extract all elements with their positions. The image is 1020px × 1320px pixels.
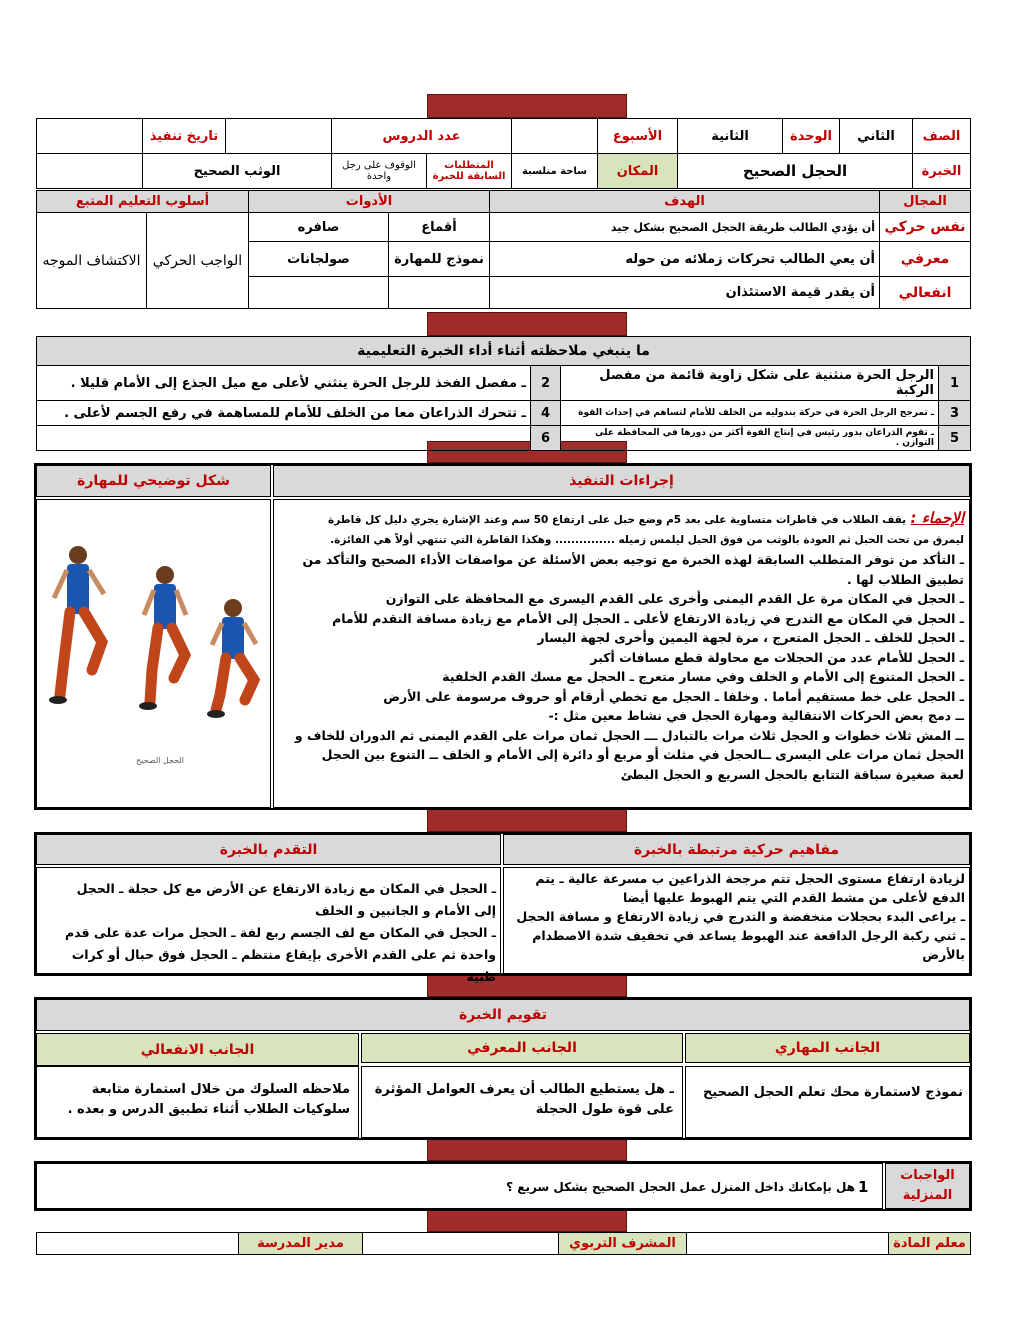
obs-text: ـ تمرجح الرجل الحرة في حركة بندوليه من الخلف للأمام لتساهم في إحداث القوة (561, 401, 939, 426)
procedure-line: ـ الحجل على خط مستقيم أماما . وخلفا ـ الحجل مع تخطي أرقام أو حروف مرسومة على الأرض (383, 688, 964, 704)
divider-bar (427, 808, 627, 832)
concept-line: لزيادة ارتفاع مستوى الحجل تتم مرجحة الذراعين ب مسرعة عالية ـ يتم (535, 871, 965, 886)
tool-batons: صولجانات (249, 242, 389, 277)
affective-aspect-text: ملاحظه السلوك من خلال استمارة متابعة سلوكيات الطلاب أثناء تطبيق الدرس و بعده . (67, 1082, 350, 1117)
cognitive-aspect-label: الجانب المعرفي (361, 1033, 683, 1063)
obs-number: 2 (531, 366, 561, 401)
concepts-text (508, 869, 965, 964)
progress-line: ـ الحجل في المكان مع زيادة الارتفاع عن الأرض مع كل حجلة ـ الحجل (76, 881, 496, 896)
domain-psychomotor: نفس حركي (880, 213, 971, 242)
style-guided-discovery: الاكتشاف الموجه (37, 213, 147, 309)
procedure-line: ـ الحجل للأمام عدد من الحجلات مع محاولة قطع مسافات أكبر (590, 649, 964, 665)
evaluation-title: تقويم الخبرة (36, 999, 970, 1031)
experience-value: الحجل الصحيح (678, 154, 913, 189)
tool-whistle: صافره (249, 213, 389, 242)
progress-title: التقدم بالخبرة (36, 834, 501, 865)
lesson-header-table (36, 118, 971, 189)
goal-header: الهدف (490, 191, 880, 213)
homework-label: الواجبات المنزلية (900, 1168, 955, 1203)
class-label: الصف (913, 119, 971, 154)
domain-header: المجال (880, 191, 971, 213)
procedure-line: ــ المش ثلاث خطوات و الحجل ثلاث مرات بالتبادل ـــ الحجل ثمان مرات على القدم اليمنى ثم الدوران للخاف و (294, 727, 964, 743)
week-label: الأسبوع (598, 119, 678, 154)
obs-text: ـ مفصل الفخذ للرجل الحرة ينثني لأعلى مع ميل الجذع إلى الأمام قليلا . (37, 366, 531, 401)
principal-label: مدير المدرسة (239, 1233, 363, 1255)
cognitive-aspect-text: ـ هل يستطيع الطالب أن يعرف العوامل المؤثرة على قوة طول الحجلة (374, 1082, 674, 1117)
obs-text: الرجل الحرة منثنية على شكل زاوية قائمة من مفصل الركبة (561, 366, 939, 401)
prereq-label: المتطلبات السابقة للخبرة (427, 154, 512, 189)
procedure-line: ـ الحجل المتنوع إلى الأمام و الخلف وفي مسار متعرج ـ الحجل مع مسك القدم الخلفية (442, 669, 964, 684)
concept-line: ـ ثني ركبة الرجل الدافعة عند الهبوط يساعد في تخفيف شدة الاصطدام (532, 928, 965, 943)
place-value: ساحة منلسبة (512, 154, 598, 189)
affective-aspect-label: الجانب الانفعالي (36, 1033, 359, 1066)
progress-text (41, 878, 496, 988)
obs-number: 6 (531, 426, 561, 451)
procedure-line: ـ الحجل في المكان مع التدرج في زيادة الارتفاع لأعلى ـ الحجل إلى الأمام مع زيادة مسافة التقدم للأمام (332, 610, 964, 626)
progress-line: إلى الأمام و الجانبين و الخلف (315, 903, 496, 918)
tools-header: الأدوات (249, 191, 490, 213)
goal-cognitive: أن يعي الطالب تحركات زملائه من حوله (490, 242, 880, 277)
prereq-value-2: الوثب الصحيح (143, 154, 332, 189)
homework-number: 1 (858, 1178, 869, 1196)
procedure-line: ـ التأكد من توفر المتطلب السابقة لهذه الخبرة مع توجيه بعض الأسئلة عن مواصفات الأداء الصحيح والتأكد من (302, 552, 964, 567)
principal-signature (37, 1233, 239, 1255)
date-label: تاريخ تنفيذ (143, 119, 226, 154)
obs-number: 5 (939, 426, 971, 451)
procedure-line: ـ الحجل في المكان مرة عل القدم اليمنى وأخرى على القدم اليسرى مع المحافظة على التوازن (385, 591, 964, 606)
domain-affective: انفعالي (880, 277, 971, 309)
divider-bar (427, 1137, 627, 1161)
progress-line: واحدة ثم على القدم الأخرى بإيقاع منتظم ـ الحجل فوق حبال أو كرات طبية (71, 947, 496, 984)
hopping-figure (139, 566, 186, 710)
unit-label: الوحدة (783, 119, 840, 154)
figure-caption: الحجل الصحيح (136, 756, 184, 765)
concept-line: ـ يراعى البدء بحجلات منخفضة و التدرج في زيادة الارتفاع و مسافة الحجل (516, 909, 965, 924)
warmup-label: الإحماء : (910, 509, 964, 527)
skill-aspect-label: الجانب المهاري (685, 1033, 970, 1063)
hopping-figure (207, 599, 256, 718)
supervisor-label: المشرف التربوي (559, 1233, 687, 1255)
tool-empty (389, 277, 490, 309)
supervisor-signature (363, 1233, 559, 1255)
domain-cognitive: معرفي (880, 242, 971, 277)
teacher-label: معلم المادة (889, 1233, 971, 1255)
observations-title: ما ينبغي ملاحظته أثناء أداء الخبرة التعليمية (37, 337, 971, 366)
tool-cones: أقماع (389, 213, 490, 242)
place-label: المكان (598, 154, 678, 189)
obs-number: 1 (939, 366, 971, 401)
goal-affective: أن يقدر قيمة الاستئذان (490, 277, 880, 309)
tool-skill-model: نموذج للمهارة (389, 242, 490, 277)
procedure-line: ــ دمج بعض الحركات الانتقالية ومهارة الحجل في نشاط معين مثل :- (548, 708, 964, 723)
hopping-figure (49, 546, 104, 704)
goals-table (36, 190, 971, 309)
skill-aspect-text: نموذج لاستمارة محك تعلم الحجل الصحيح (702, 1085, 963, 1100)
procedure-line: تطبيق الطلاب لها . (847, 571, 964, 587)
concept-line: الدفع لأعلى من مشط القدم التي يتم الهبوط عليها أيضا (622, 890, 965, 905)
style-header: أسلوب التعليم المتبع (37, 191, 249, 213)
lessons-value (226, 119, 332, 154)
procedure-line (294, 509, 964, 531)
procedures-title: إجراءات التنفيذ (273, 465, 970, 497)
signature-table (36, 1232, 971, 1255)
progress-line: ـ الحجل في المكان مع لف الجسم ربع لفة ـ الحجل مرات عدة على قدم (64, 925, 496, 940)
hopping-figures-illustration (40, 520, 268, 750)
experience-label: الخبرة (913, 154, 971, 189)
obs-text: ـ تتحرك الذراعان معا من الخلف للأمام للمساهمة في رفع الجسم لأعلى . (37, 401, 531, 426)
procedure-line: لعبة صغيرة سباقة التتابع بالحجل السريع و الحجل البطئ (620, 766, 964, 782)
observations-table (36, 336, 971, 451)
teacher-signature (687, 1233, 889, 1255)
lessons-label: عدد الدروس (332, 119, 512, 154)
divider-bar (427, 312, 627, 336)
figure-title: شكل توضيحي للمهارة (36, 465, 271, 497)
procedure-line: ليمرق من تحت الحبل ثم العودة بالوثب من فوق الحبل ليلمس زميله ............... وهكذا القاطرة التي تنتهي أولاً هي الفائزة. (330, 533, 964, 546)
obs-text: ـ تقوم الذراعان بدور رئيس في إنتاج القوة أكثر من دورها في المحافظة على التوازن . (561, 426, 939, 451)
concepts-title: مفاهيم حركية مرتبطة بالخبرة (503, 834, 970, 865)
divider-bar (427, 94, 627, 118)
obs-number: 3 (939, 401, 971, 426)
procedure-line-text: يقف الطلاب في قاطرات متساوية على بعد 5م وضع حبل على ارتفاع 50 سم وعند الإشارة يجري دليل كل قاطرة (328, 514, 907, 526)
obs-number: 4 (531, 401, 561, 426)
procedure-line: ـ الحجل للخلف ـ الحجل المتعرج ، مرة لجهة اليمين وأخرى لجهة اليسار (537, 630, 964, 645)
tool-empty (249, 277, 389, 309)
procedures-text (294, 509, 964, 784)
prereq-value-1: الوقوف على رجل واحدة (332, 154, 427, 189)
unit-value: الثانية (678, 119, 783, 154)
procedure-line: الحجل ثمان مرات على اليسرى ــالحجل في مثلث أو مربع أو دائرة إلى الأمام و الخلف ــ التنوع بين الحجل (321, 747, 964, 762)
homework-question: هل بإمكانك داخل المنزل عمل الحجل الصحيح بشكل سريع ؟ (506, 1180, 855, 1194)
date-value (37, 119, 143, 154)
goal-psychomotor: أن يؤدي الطالب طريقة الحجل الصحيح بشكل جيد (490, 213, 880, 242)
obs-text (37, 426, 531, 451)
class-value: الثاني (840, 119, 913, 154)
style-motor-task: الواجب الحركي (147, 213, 249, 309)
week-value (512, 119, 598, 154)
divider-bar (427, 1210, 627, 1232)
concept-line: بالأرض (922, 947, 965, 962)
